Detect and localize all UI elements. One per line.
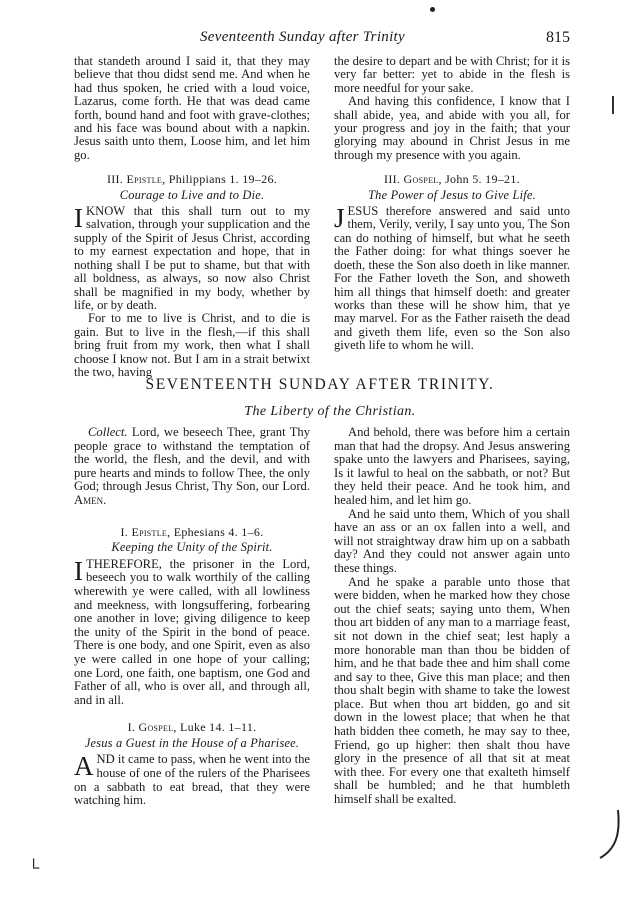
gospel-body: ESUS therefore answered and said unto them, Verily, verily, I say unto you, The Son can do nothing of himself, but what he seeth the Father doing: for what things soever he doeth, these the Son also doeth in like manner. For the Father loveth the Son, and showeth him all things that himself doeth: and greater works than these will he show him, that ye may marvel. For as the Father raiseth the dead and giveth them life, even so the Son also giveth life to whom he will. bbox=[334, 204, 570, 353]
scripture-reference: Luke 14. 1–11. bbox=[180, 720, 257, 735]
epistle-heading bbox=[74, 526, 310, 540]
drop-cap: A bbox=[74, 751, 94, 782]
epistle-body: THEREFORE, the prisoner in the Lord, beseech you to walk worthily of the calling wherewith ye were called, with all lowliness and meekness, with longsuffering, forbearing one another in love; giving diligence to keep the unity of the Spirit in the bond of peace. There is one body, and one Spirit, even as also ye were called in one hope of your calling; one Lord, one faith, one baptism, one God and Father of all, who is over all, and through all, and in all. bbox=[74, 556, 310, 707]
collect bbox=[74, 426, 310, 508]
section-subtitle: The Liberty of the Christian. bbox=[244, 404, 416, 419]
bottom-right-column bbox=[334, 426, 570, 807]
collect-text: Lord, we beseech Thee, grant Thy people grace to withstand the temptation of the world, the flesh, and the devil, and with pure hearts and minds to follow Thee, the only God; through Jesus Christ, Thy Son, our Lord. bbox=[74, 425, 311, 494]
epistle-subtitle: Courage to Live and to Die. bbox=[119, 187, 265, 202]
top-left-column bbox=[74, 55, 310, 379]
epistle-heading bbox=[74, 173, 310, 186]
heading-word: Gospel, bbox=[138, 720, 177, 735]
paragraph: For to me to live is Christ, and to die is gain. But to live in the flesh,—if this shall bring fruit from my work, then what I shall choose I know not. But I am in a strait betwixt the two, having bbox=[74, 311, 310, 379]
scripture-reference: John 5. 19–21. bbox=[445, 172, 520, 187]
heading-word: Epistle, bbox=[131, 524, 171, 539]
paragraph: And having this confidence, I know that I shall abide, yea, and abide with you all, for your progress and joy in the faith; that your glorying may abound in Christ Jesus in me through my presence with you again. bbox=[334, 94, 570, 162]
drop-cap: J bbox=[334, 203, 345, 234]
paragraph: And behold, there was before him a certain man that had the dropsy. And Jesus answering spake unto the lawyers and Pharisees, saying, Is it lawful to heal on the sabbath, or not? But they held their peace. And he took him, and healed him, and let him go. bbox=[334, 425, 570, 507]
margin-mark bbox=[612, 96, 614, 114]
heading-number: III. bbox=[106, 172, 124, 187]
epistle-subtitle: Keeping the Unity of the Spirit. bbox=[111, 540, 273, 555]
paragraph: the desire to depart and be with Christ; for it is very far better: yet to abide in the flesh is more needful for your sake. bbox=[334, 54, 570, 95]
heading-number: I. bbox=[120, 524, 129, 539]
drop-cap: I bbox=[74, 203, 83, 234]
top-right-column bbox=[334, 55, 570, 353]
section-title: SEVENTEENTH SUNDAY AFTER TRINITY. bbox=[145, 376, 495, 393]
gospel-text bbox=[74, 753, 310, 807]
running-title: Seventeenth Sunday after Trinity bbox=[200, 29, 405, 45]
heading-word: Epistle, bbox=[126, 172, 166, 187]
gospel-subtitle: The Power of Jesus to Give Life. bbox=[368, 187, 536, 202]
gospel-text bbox=[334, 205, 570, 352]
gospel-body: ND it came to pass, when he went into the house of one of the rulers of the Pharisees on a sabbath to eat bread, that they were watching him. bbox=[74, 752, 310, 808]
epistle-body: KNOW that this shall turn out to my salvation, through your supplication and the supply of the Spirit of Jesus Christ, according to my earnest expectation and hope, that in nothing shall I be put to shame, but that with all boldness, as always, so now also Christ shall be magnified in my body, whether by life, or by death. bbox=[74, 204, 310, 312]
heading-number: I. bbox=[127, 720, 136, 735]
page-number: 815 bbox=[546, 29, 570, 46]
drop-cap: I bbox=[74, 555, 83, 586]
gospel-heading bbox=[74, 721, 310, 735]
epistle-text bbox=[74, 555, 310, 708]
bottom-left-column bbox=[74, 426, 310, 808]
amen: Amen. bbox=[74, 492, 107, 507]
corner-mark-icon: └ bbox=[28, 860, 40, 877]
paragraph: And he said unto them, Which of you shall have an ass or an ox fallen into a well, and will not straightway draw him up on a sabbath day? And they could not answer again unto these things. bbox=[334, 506, 570, 575]
epistle-text bbox=[74, 205, 310, 312]
paragraph: that standeth around I said it, that they may believe that thou didst send me. And when he had thus spoken, he cried with a loud voice, Lazarus, come forth. He that was dead came forth, bound hand and foot with grave-clothes; and his face was bound about with a napkin. Jesus saith unto them, Loose him, and let him go. bbox=[74, 54, 310, 162]
ink-dot bbox=[430, 7, 435, 12]
page-curl-mark bbox=[598, 810, 622, 860]
paragraph: And he spake a parable unto those that were bidden, when he marked how they chose out the chief seats; saying unto them, When thou art bidden of any man to a marriage feast, sit not down in the chief seat; lest haply a more honorable man than thou be bidden of him, and he that bade thee and him shall come and say to thee, Give this man place; and then thou shalt begin with shame to take the lowest place. But when thou art bidden, go and sit down in the lowest place; that when he that hath bidden thee cometh, he may say to thee, Friend, go up higher: then shalt thou have glory in the presence of all that sit at meat with thee. For every one that exalteth himself shall be humbled; and he that humbleth himself shall be exalted. bbox=[334, 574, 570, 807]
heading-word: Gospel, bbox=[403, 172, 442, 187]
gospel-heading bbox=[334, 173, 570, 186]
heading-number: III. bbox=[384, 172, 401, 187]
scripture-reference: Philippians 1. 19–26. bbox=[168, 172, 278, 187]
collect-label: Collect. bbox=[88, 425, 128, 439]
gospel-subtitle: Jesus a Guest in the House of a Pharisee. bbox=[84, 735, 300, 750]
scripture-reference: Ephesians 4. 1–6. bbox=[173, 524, 264, 539]
